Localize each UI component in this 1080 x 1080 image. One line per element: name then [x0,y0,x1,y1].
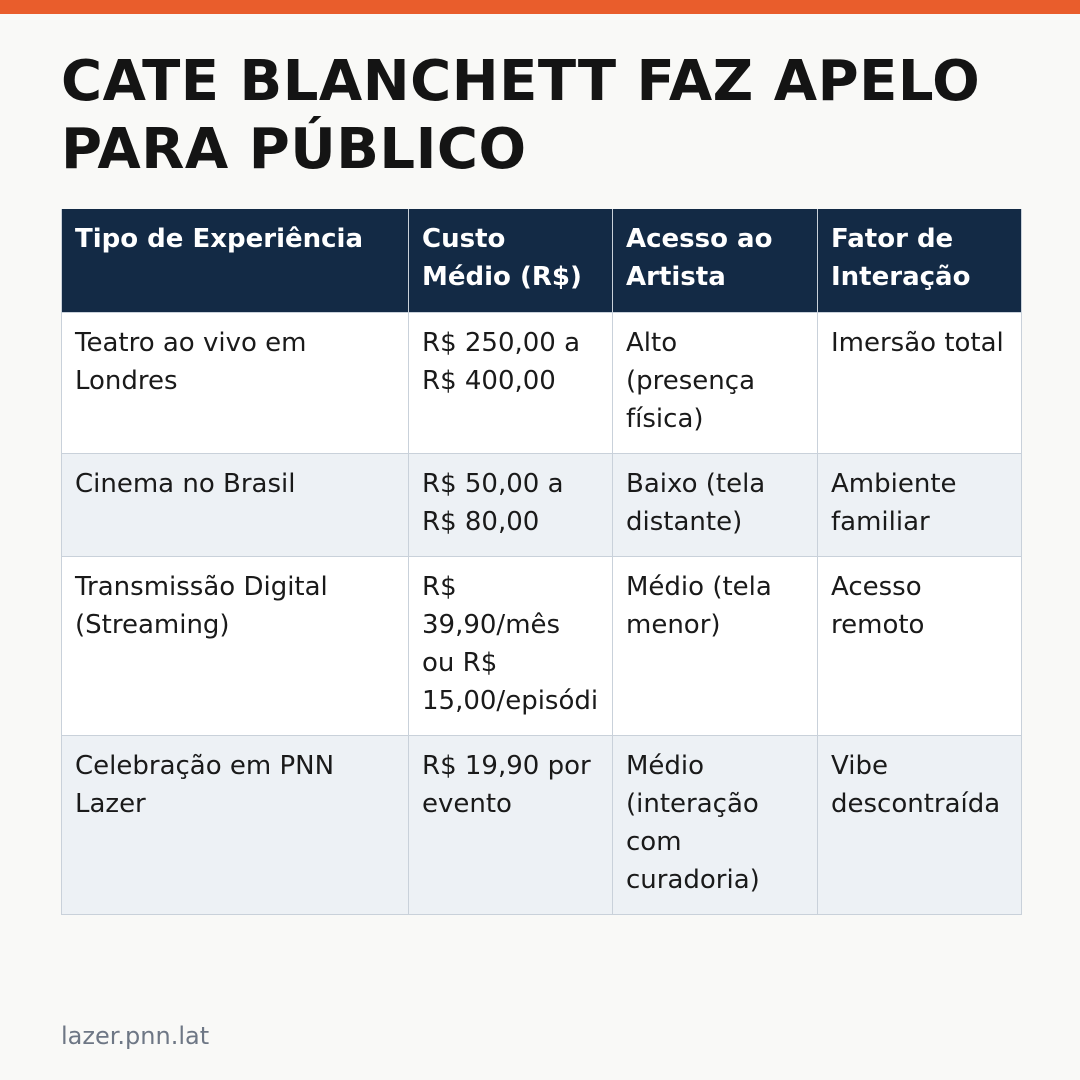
cell-tipo: Transmissão Digital (Streaming) [62,557,409,736]
table-row [62,557,1022,736]
cell-custo: R$ 50,00 a R$ 80,00 [409,454,613,557]
cell-fator: Imersão total [818,313,1022,454]
headline: CATE BLANCHETT FAZ APELO PARA PÚBLICO [61,49,981,182]
table-row [62,454,1022,557]
table-row [62,313,1022,454]
cell-custo: R$ 250,00 a R$ 400,00 [409,313,613,454]
accent-bar [0,0,1080,14]
table-row [62,736,1022,915]
footer-site-url: lazer.pnn.lat [61,1022,210,1050]
cell-fator: Vibe descontraída [818,736,1022,915]
cell-tipo: Cinema no Brasil [62,454,409,557]
cell-acesso: Médio (interação com curadoria) [613,736,818,915]
cell-tipo: Celebração em PNN Lazer [62,736,409,915]
table-header-row [62,209,1022,313]
cell-custo: R$ 19,90 por evento [409,736,613,915]
column-header-acesso: Acesso ao Artista [613,209,818,313]
comparison-table [61,209,1022,915]
column-header-fator: Fator de Interação [818,209,1022,313]
cell-fator: Acesso remoto [818,557,1022,736]
cell-tipo: Teatro ao vivo em Londres [62,313,409,454]
cell-acesso: Baixo (tela distante) [613,454,818,557]
cell-acesso: Alto (presença física) [613,313,818,454]
cell-fator: Ambiente familiar [818,454,1022,557]
cell-acesso: Médio (tela menor) [613,557,818,736]
cell-custo: R$ 39,90/mês ou R$ 15,00/episódi [409,557,613,736]
column-header-tipo: Tipo de Experiência [62,209,409,313]
column-header-custo: Custo Médio (R$) [409,209,613,313]
